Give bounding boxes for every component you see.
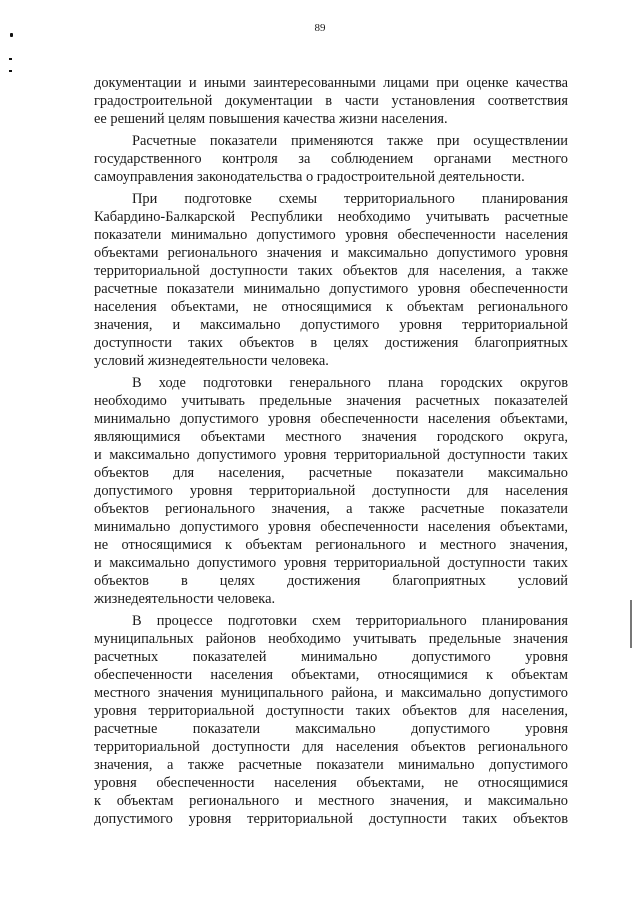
text-line: и максимально допустимого уровня территориальной доступности таких: [94, 555, 568, 571]
paragraph: [94, 374, 568, 608]
text-line: показатели минимально допустимого уровня обеспеченности населения: [94, 227, 568, 243]
text-line: объектов для населения, расчетные показатели максимально: [94, 465, 568, 481]
text-line: В ходе подготовки генерального плана городских округов: [132, 375, 568, 391]
paragraph: [94, 612, 568, 828]
document-body: [94, 74, 568, 828]
text-line: муниципальных районов необходимо учитывать предельные значения: [94, 631, 568, 647]
text-line: Расчетные показатели применяются также при осуществлении: [132, 133, 568, 149]
text-line: документации и иными заинтересованными лицами при оценке качества: [94, 75, 568, 91]
text-line: обеспеченности населения объектами, относящимися к объектам: [94, 667, 568, 683]
text-line: самоуправления законодательства о градостроительной деятельности.: [94, 169, 525, 185]
text-line: минимально допустимого уровня обеспеченности населения объектами,: [94, 519, 568, 535]
text-line: расчетные показатели минимально допустимого уровня обеспеченности: [94, 281, 568, 297]
text-line: расчетных показателей минимально допустимого уровня: [94, 649, 568, 665]
text-line: объектами регионального значения и максимально допустимого уровня: [94, 245, 568, 261]
text-line: градостроительной документации в части установления соответствия: [94, 93, 568, 109]
text-line: территориальной доступности для населения объектов регионального: [94, 739, 568, 755]
text-line: минимально допустимого уровня обеспеченности населения объектами,: [94, 411, 568, 427]
text-line: государственного контроля за соблюдением органами местного: [94, 151, 568, 167]
paragraph: [94, 132, 568, 186]
text-line: доступности таких объектов в целях достижения благоприятных: [94, 335, 568, 351]
text-line: не относящимися к объектам регионального и местного значения,: [94, 537, 568, 553]
text-line: допустимого уровня территориальной доступности для населения: [94, 483, 568, 499]
page-number: 89: [314, 22, 326, 34]
text-line: являющимися объектами местного значения городского округа,: [94, 429, 568, 445]
text-line: значения, и максимально допустимого уровня территориальной: [94, 317, 568, 333]
text-line: местного значения муниципального района, и максимально допустимого: [94, 685, 568, 701]
text-line: к объектам регионального и местного значения, и максимально: [94, 793, 568, 809]
text-line: условий жизнедеятельности человека.: [94, 353, 329, 369]
text-line: и максимально допустимого уровня территориальной доступности таких: [94, 447, 568, 463]
scan-mark: [10, 33, 13, 37]
text-line: значения, а также расчетные показатели минимально допустимого: [94, 757, 568, 773]
text-line: объектов регионального значения, а также расчетные показатели: [94, 501, 568, 517]
text-line: Кабардино-Балкарской Республики необходимо учитывать расчетные: [94, 209, 568, 225]
text-line: территориальной доступности таких объектов для населения, а также: [94, 263, 568, 279]
text-line: ее решений целям повышения качества жизни населения.: [94, 111, 448, 127]
text-line: В процессе подготовки схем территориального планирования: [132, 613, 568, 629]
scan-mark: [9, 58, 12, 60]
text-line: уровня территориальной доступности таких объектов для населения,: [94, 703, 568, 719]
text-line: расчетные показатели максимально допустимого уровня: [94, 721, 568, 737]
scan-mark: [9, 70, 12, 72]
scan-mark: [630, 600, 632, 648]
text-line: объектов в целях достижения благоприятных условий: [94, 573, 568, 589]
paragraph: [94, 74, 568, 128]
text-line: населения объектами, не относящимися к объектам регионального: [94, 299, 568, 315]
text-line: необходимо учитывать предельные значения расчетных показателей: [94, 393, 568, 409]
text-line: допустимого уровня территориальной доступности таких объектов: [94, 811, 568, 827]
paragraph: [94, 190, 568, 370]
text-line: уровня обеспеченности населения объектами, не относящимися: [94, 775, 568, 791]
text-line: жизнедеятельности человека.: [94, 591, 276, 607]
text-line: При подготовке схемы территориального планирования: [132, 191, 568, 207]
